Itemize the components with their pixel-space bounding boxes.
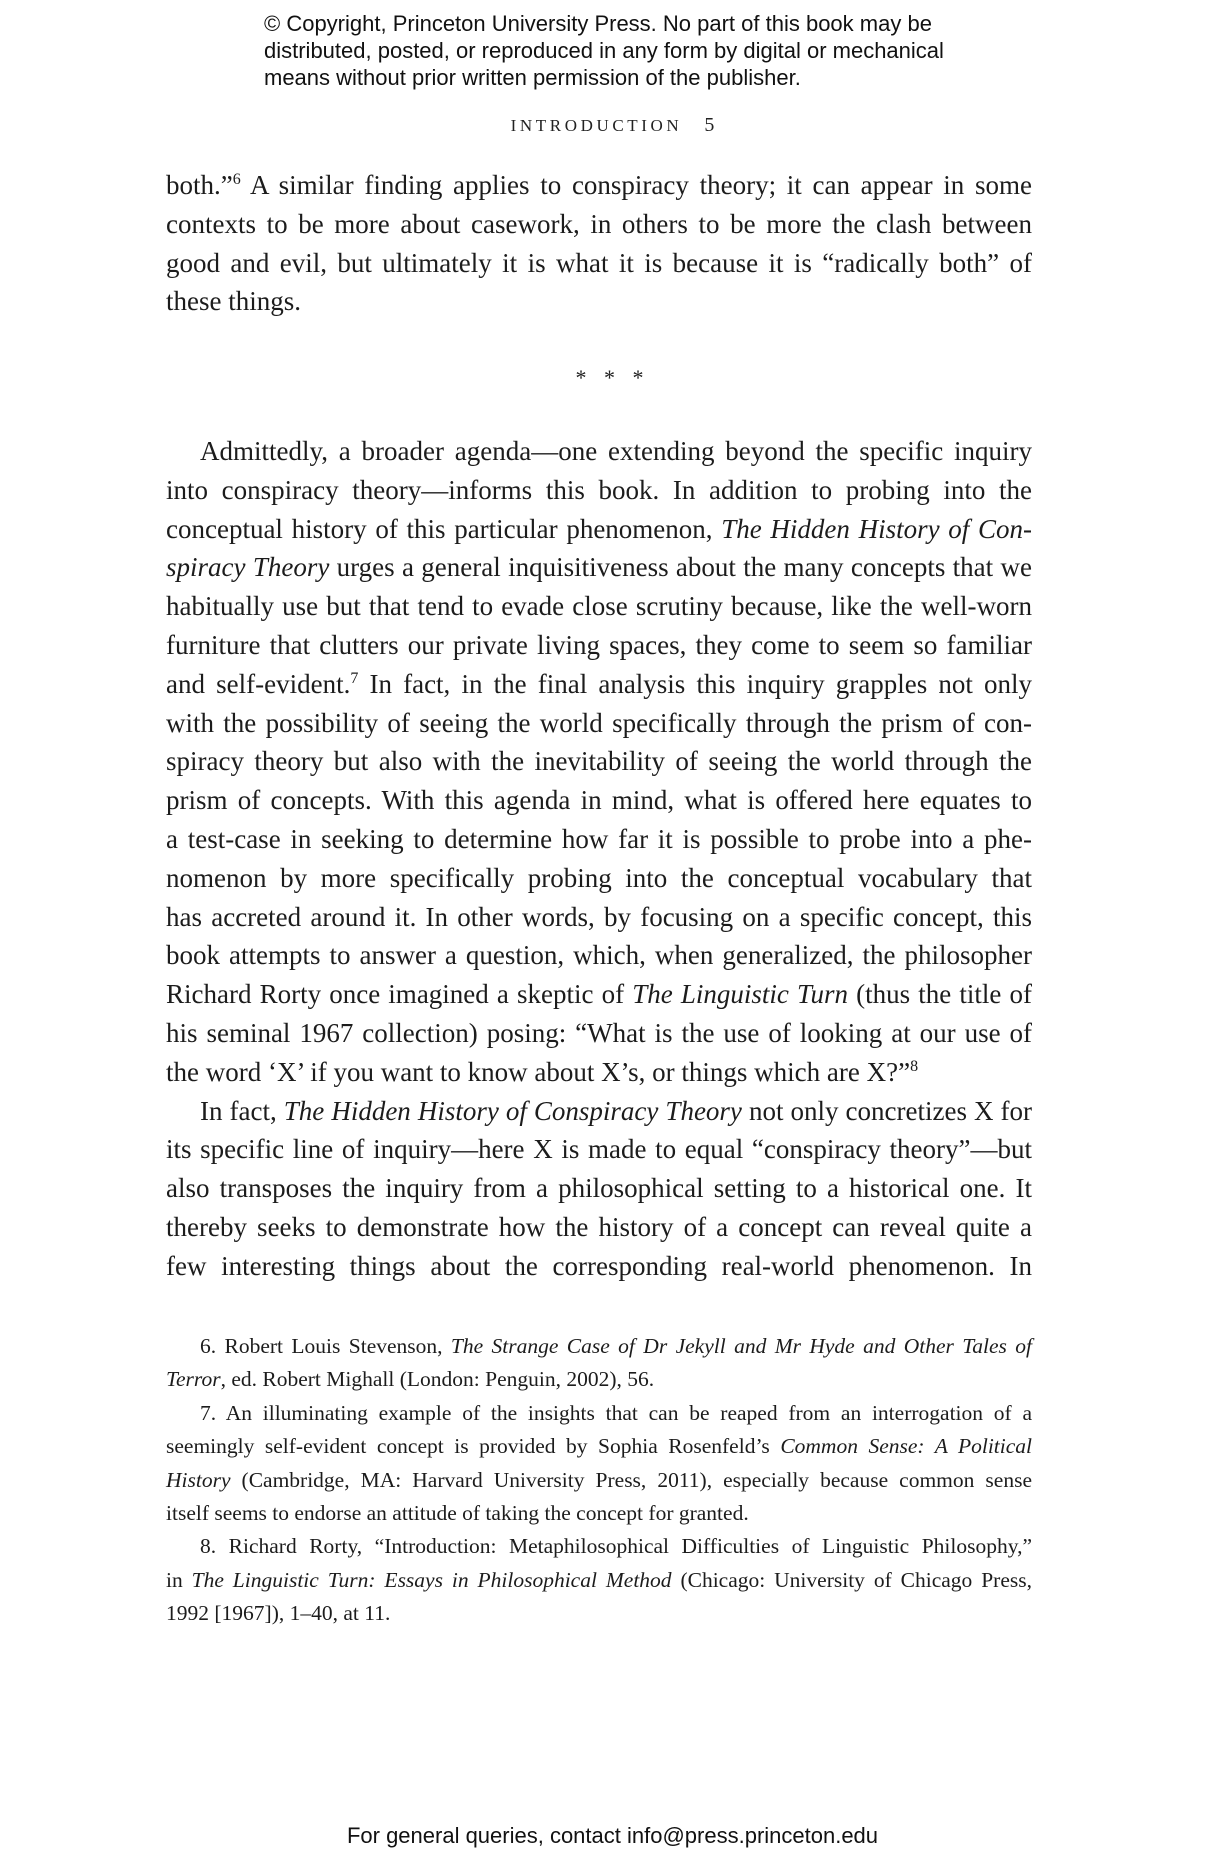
footnote-line: Terror, ed. Robert Mighall (London: Penguin, 2002), 56. — [166, 1367, 655, 1392]
footnote-line: 1992 [1967]), 1–40, at 11. — [166, 1601, 391, 1626]
text-line: with the possibility of seeing the world specifically through the prism of con- — [166, 707, 1032, 738]
text-line: habitually use but that tend to evade close scrutiny because, like the well-worn — [166, 591, 1032, 622]
footnote-line: seemingly self-evident concept is provided by Sophia Rosenfeld’s Common Sense: A Political — [166, 1434, 1033, 1459]
text-line: book attempts to answer a question, which, when generalized, the philosopher — [166, 940, 1032, 971]
paragraph-continued — [166, 166, 1032, 321]
text-line: thereby seeks to demonstrate how the history of a concept can reveal quite a — [166, 1211, 1032, 1242]
page-number: 5 — [704, 114, 715, 136]
running-head-title: INTRODUCTION — [510, 116, 683, 135]
text-line: a test-case in seeking to determine how far it is possible to probe into a phe- — [166, 823, 1032, 854]
text-line: few interesting things about the corresponding real-world phenomenon. In — [166, 1250, 1032, 1281]
footnotes — [166, 1330, 1032, 1631]
running-head — [0, 114, 1225, 137]
text-line: spiracy Theory urges a general inquisitiveness about the many concepts that we — [166, 552, 1032, 583]
text-line: and self-evident.$^7$ In fact, in the final analysis this inquiry grapples not only — [166, 668, 1032, 699]
footnote-7 — [166, 1397, 1032, 1531]
text-line: good and evil, but ultimately it is what it is because it is “radically both” of — [166, 247, 1032, 278]
text-line: nomenon by more specifically probing into the conceptual vocabulary that — [166, 862, 1032, 893]
footnote-line: itself seems to endorse an attitude of taking the concept for granted. — [166, 1500, 749, 1525]
text-line: spiracy theory but also with the inevitability of seeing the world through the — [166, 746, 1032, 777]
text-line: the word ‘X’ if you want to know about X’s, or things which are X?”$^8$ — [166, 1056, 919, 1087]
text-line: also transposes the inquiry from a philosophical setting to a historical one. It — [166, 1173, 1032, 1204]
footnote-ref-8[interactable]: 8 — [910, 1057, 919, 1075]
book-title: The Hidden History of Conspiracy Theory — [283, 1095, 742, 1126]
footnote-line: 8. Richard Rorty, “Introduction: Metaphilosophical Difficulties of Linguistic Philosophy,” — [200, 1534, 1032, 1559]
text-line: furniture that clutters our private living spaces, they come to seem so familiar — [166, 629, 1032, 660]
text-line: Richard Rorty once imagined a skeptic of The Linguistic Turn (thus the title of — [166, 979, 1032, 1010]
copyright-line: distributed, posted, or reproduced in any form by digital or mechanical — [264, 38, 944, 63]
text-line: Admittedly, a broader agenda—one extending beyond the specific inquiry — [200, 436, 1032, 466]
paragraph-agenda — [166, 432, 1032, 1286]
text-line: its specific line of inquiry—here X is made to equal “conspiracy theory”—but — [166, 1134, 1032, 1165]
text-line: contexts to be more about casework, in others to be more the clash between — [166, 208, 1032, 239]
footnote-ref-6[interactable]: 6 — [232, 171, 241, 188]
footnote-line: History (Cambridge, MA: Harvard University Press, 2011), especially because common sense — [166, 1467, 1032, 1492]
section-break: * * * — [575, 365, 650, 390]
copyright-notice — [264, 10, 1024, 91]
copyright-line: © Copyright, Princeton University Press. No part of this book may be — [264, 11, 932, 36]
footnote-8 — [166, 1530, 1032, 1630]
book-title: The Linguistic Turn — [632, 979, 849, 1010]
footer-contact: For general queries, contact info@press.princeton.edu — [346, 1823, 879, 1848]
text-line: prism of concepts. With this agenda in mind, what is offered here equates to — [166, 785, 1032, 816]
book-title: spiracy Theory — [166, 552, 330, 583]
text-line: these things. — [166, 286, 301, 317]
text-line: has accreted around it. In other words, by focusing on a specific concept, this — [166, 901, 1032, 932]
text-line: In fact, The Hidden History of Conspiracy Theory not only concretizes X for — [200, 1095, 1032, 1126]
text-line: his seminal 1967 collection) posing: “What is the use of looking at our use of — [166, 1017, 1032, 1048]
footnote-line: 6. Robert Louis Stevenson, The Strange Case of Dr Jekyll and Mr Hyde and Other Tales of — [200, 1334, 1032, 1358]
text-line: into conspiracy theory—informs this book. In addition to probing into the — [166, 474, 1032, 505]
book-title: The Hidden History of Con- — [721, 513, 1032, 544]
footnote-line: in The Linguistic Turn: Essays in Philosophical Method (Chicago: University of Chicago Press, — [166, 1567, 1032, 1592]
copyright-line: means without prior written permission of the publisher. — [264, 65, 801, 90]
footnote-line: 7. An illuminating example of the insights that can be reaped from an interrogation of a — [200, 1400, 1032, 1425]
text-line: both.”$^6$ A similar finding applies to conspiracy theory; it can appear in some — [166, 170, 1032, 200]
text-line: conceptual history of this particular phenomenon, The Hidden History of Con- — [166, 513, 1032, 544]
footnote-ref-7[interactable]: 7 — [350, 669, 359, 687]
footnote-6 — [166, 1330, 1032, 1397]
